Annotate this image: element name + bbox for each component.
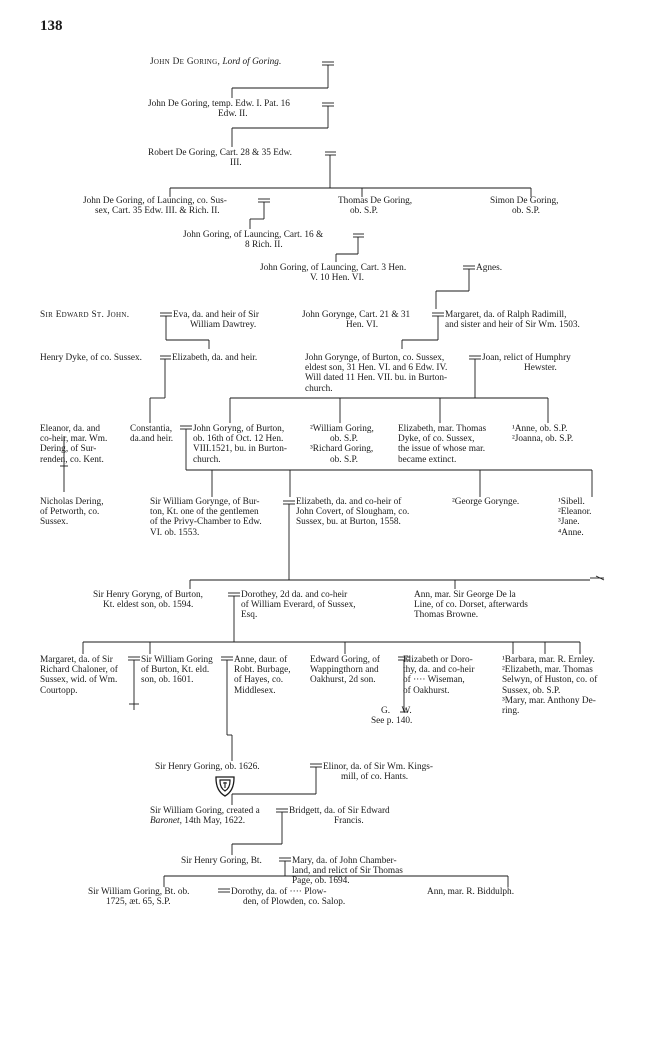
person-henry-dyke: Henry Dyke, of co. Sussex. <box>40 353 142 363</box>
person-john-goring-launcing-rich: John Goring, of Launcing, Cart. 16 & 8 Rich. II. <box>183 230 324 251</box>
person-bridgett-francis: Bridgett, da. of Sir Edward Francis. <box>289 806 390 827</box>
person-barbara-elizabeth-mary: ¹Barbara, mar. R. Ernley. ²Elizabeth, mar. Thomas Selwyn, of Huston, co. of Sussex, ob. S.P. ³Mary, mar. Anthony De- ring. <box>502 655 598 717</box>
person-sibell-eleanor-jane-anne: ¹Sibell. ²Eleanor. ³Jane. ⁴Anne. <box>558 497 592 538</box>
person-sir-william-gorynge: Sir William Gorynge, of Bur- ton, Kt. one of the gentlemen of the Privy-Chamber to Edw. VI. ob. 1553. <box>150 497 262 538</box>
page-number: 138 <box>40 18 63 34</box>
person-robert-de-goring: Robert De Goring, Cart. 28 & 35 Edw. III. <box>148 148 292 169</box>
gw-issue-marker: G. W. <box>381 706 412 716</box>
heraldic-crest-icon <box>214 774 236 798</box>
person-anne-burbage: Anne, daur. of Robt. Burbage, of Hayes, co. Middlesex. <box>234 655 291 696</box>
person-ann-biddulph: Ann, mar. R. Biddulph. <box>427 887 515 897</box>
person-elizabeth-covert: Elizabeth, da. and co-heir of John Covert, of Slougham, co. Sussex, bu. at Burton, 1558. <box>296 497 410 528</box>
person-anne-joanna: ¹Anne, ob. S.P. ²Joanna, ob. S.P. <box>512 424 574 445</box>
person-john-gorynge-hen-vi: John Gorynge, Cart. 21 & 31 Hen. VI. <box>302 310 411 331</box>
person-george-gorynge: ²George Gorynge. <box>452 497 520 507</box>
person-eva: Eva, da. and heir of Sir William Dawtrey. <box>173 310 259 331</box>
person-margaret-radimill: Margaret, da. of Ralph Radimill, and sister and heir of Sir Wm. 1503. <box>445 310 580 331</box>
person-agnes: Agnes. <box>476 263 503 273</box>
person-joan-hewster: Joan, relict of Humphry Hewster. <box>482 353 571 374</box>
person-thomas-de-goring: Thomas De Goring, ob. S.P. <box>338 196 413 217</box>
person-sir-henry-goring-1626: Sir Henry Goring, ob. 1626. <box>155 762 260 772</box>
person-constantia: Constantia, da.and heir. <box>130 424 174 445</box>
person-nicholas-dering: Nicholas Dering, of Petworth, co. Sussex. <box>40 497 104 528</box>
person-john-de-goring-launcing: John De Goring, of Launcing, co. Sus- sex, Cart. 35 Edw. III. & Rich. II. <box>83 196 227 217</box>
person-sir-william-goring-1725: Sir William Goring, Bt. ob. 1725, æt. 65, S.P. <box>88 887 190 908</box>
person-simon-de-goring: Simon De Goring, ob. S.P. <box>490 196 559 217</box>
person-john-goryng-1521: John Goryng, of Burton, ob. 16th of Oct. 12 Hen. VIII.1521, bu. in Burton- church. <box>193 424 287 465</box>
person-mary-chamberland: Mary, da. of John Chamber- land, and relict of Sir Thomas Page, ob. 1694. <box>292 856 403 887</box>
person-dorothy-plowden: Dorothy, da. of ···· Plow- den, of Plowden, co. Salop. <box>231 887 346 908</box>
person-elizabeth-wiseman: Elizabeth or Doro- thy, da. and co-heir of ···· Wiseman, of Oakhurst. <box>403 655 475 696</box>
person-john-de-goring-temp: John De Goring, temp. Edw. I. Pat. 16 Edw. II. <box>148 99 290 120</box>
person-eleanor-dering: Eleanor, da. and co-heir, mar. Wm. Dering, of Sur- renden, co. Kent. <box>40 424 108 465</box>
person-sir-william-goring-baronet: Sir William Goring, created a Baronet, 14th May, 1622. <box>150 806 260 827</box>
person-john-goring-hen-v: John Goring, of Launcing, Cart. 3 Hen. V. 10 Hen. VI. <box>260 263 407 284</box>
person-sir-henry-goryng-1594: Sir Henry Goryng, of Burton, Kt. eldest son, ob. 1594. <box>93 590 204 611</box>
person-sir-henry-goring-bt: Sir Henry Goring, Bt. <box>181 856 262 866</box>
person-sir-william-goring-1601: Sir William Goring of Burton, Kt. eld. son, ob. 1601. <box>141 655 213 686</box>
person-william-richard-goring: ²William Goring, ob. S.P. ³Richard Goring, ob. S.P. <box>310 424 374 465</box>
person-ann-de-la-line: Ann, mar. Sir George De la Line, of co. Dorset, afterwards Thomas Browne. <box>414 590 528 621</box>
person-elizabeth-dyke: Elizabeth, mar. Thomas Dyke, of co. Sussex, the issue of whose mar. became extinct. <box>398 424 487 465</box>
person-elizabeth-heir: Elizabeth, da. and heir. <box>172 353 258 363</box>
person-john-de-goring-lord: John De Goring, Lord of Goring. <box>150 57 282 67</box>
person-john-gorynge-burton: John Gorynge, of Burton, co. Sussex, eldest son, 31 Hen. VI. and 6 Edw. IV. Will dated 11 Hen. VII. bu. in Burton- church. <box>305 353 448 394</box>
see-page-reference: See p. 140. <box>371 716 413 726</box>
person-edward-goring: Edward Goring, of Wappingthorn and Oakhurst, 2d son. <box>310 655 380 686</box>
person-dorothey-everard: Dorothey, 2d da. and co-heir of William Everard, of Sussex, Esq. <box>241 590 356 621</box>
person-margaret-chaloner: Margaret, da. of Sir Richard Chaloner, of Sussex, wid. of Wm. Courtopp. <box>40 655 118 696</box>
person-sir-edward-st-john: Sir Edward St. John. <box>40 310 130 320</box>
person-elinor-kingsmill: Elinor, da. of Sir Wm. Kings- mill, of co. Hants. <box>323 762 433 783</box>
